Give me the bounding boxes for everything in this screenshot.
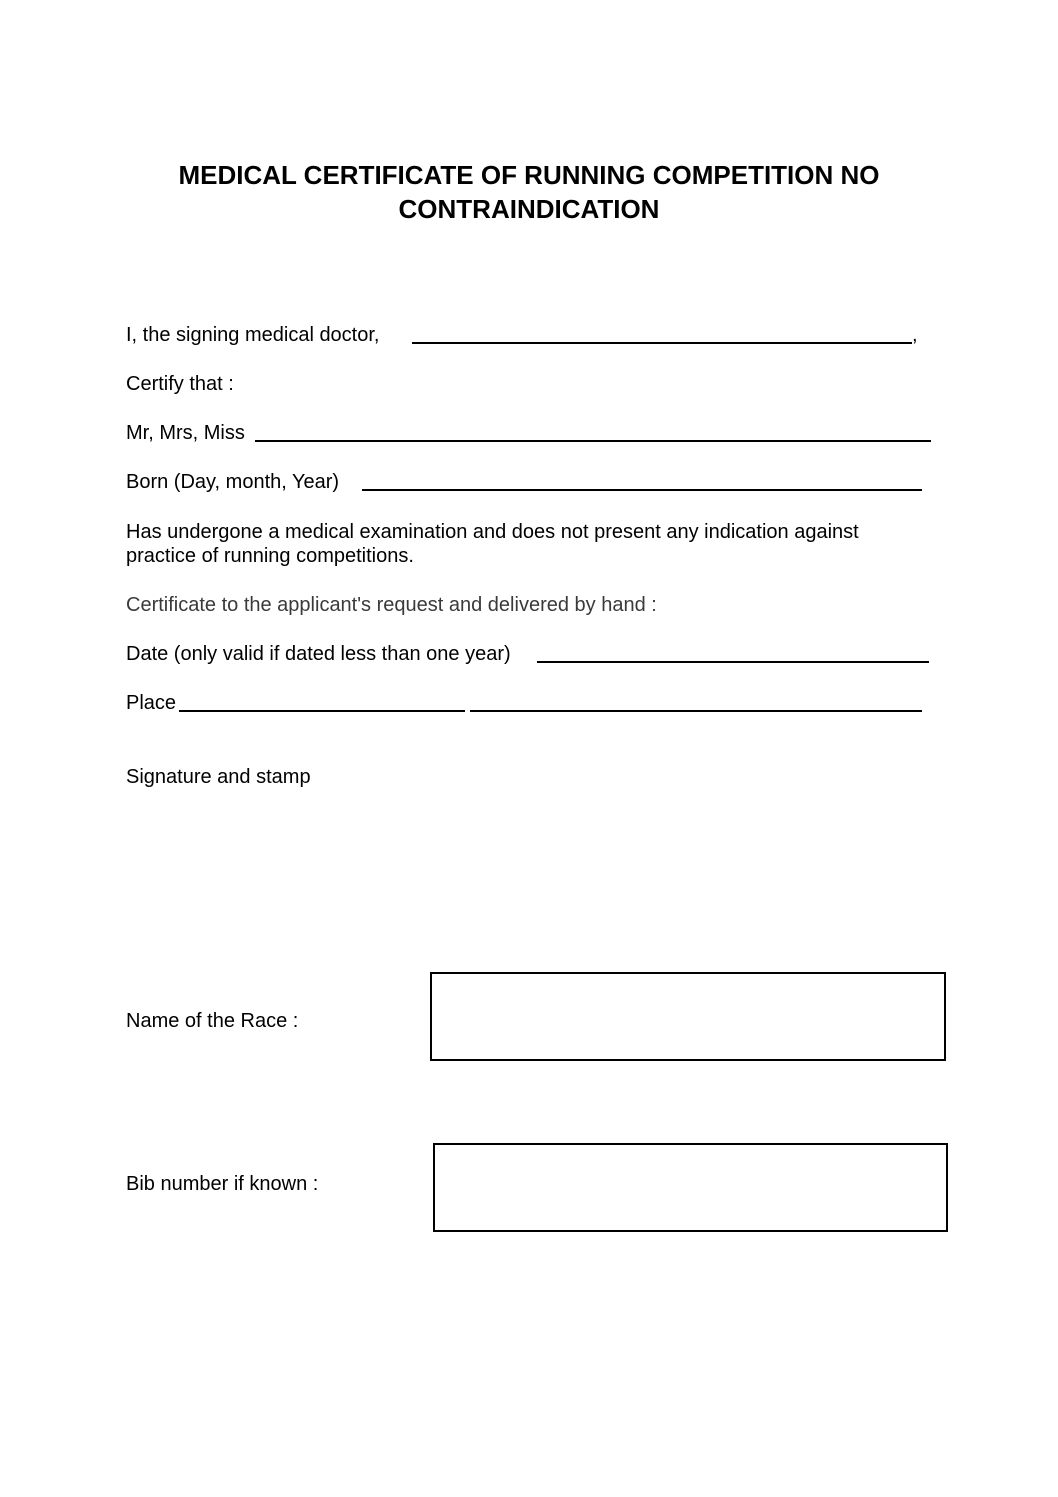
date-label: Date (only valid if dated less than one year): [126, 643, 511, 665]
title-line-2: CONTRAINDICATION: [398, 194, 660, 224]
certify-label: Certify that :: [126, 373, 234, 395]
page-title: [90, 158, 968, 226]
race-name-box[interactable]: [430, 972, 946, 1061]
request-note: Certificate to the applicant's request and delivered by hand :: [126, 594, 657, 616]
title-line-1: MEDICAL CERTIFICATE OF RUNNING COMPETITION NO: [178, 160, 880, 190]
bib-label: Bib number if known :: [126, 1173, 319, 1195]
examination-statement: Has undergone a medical examination and does not present any indication against practice of running competitions.: [126, 521, 859, 567]
place-label: Place: [126, 692, 177, 714]
doctor-name-field[interactable]: [412, 342, 912, 344]
name-label: Mr, Mrs, Miss: [126, 422, 245, 444]
place-field-extra[interactable]: [470, 710, 922, 712]
race-label: Name of the Race :: [126, 1010, 299, 1032]
born-label: Born (Day, month, Year): [126, 471, 340, 493]
doctor-trailing-comma: ,: [912, 324, 918, 346]
doctor-label: I, the signing medical doctor,: [126, 324, 380, 346]
birth-date-field[interactable]: [362, 489, 922, 491]
signature-label: Signature and stamp: [126, 766, 311, 788]
patient-name-field[interactable]: [255, 440, 931, 442]
date-field[interactable]: [537, 661, 929, 663]
place-field[interactable]: [179, 710, 465, 712]
bib-number-box[interactable]: [433, 1143, 948, 1232]
